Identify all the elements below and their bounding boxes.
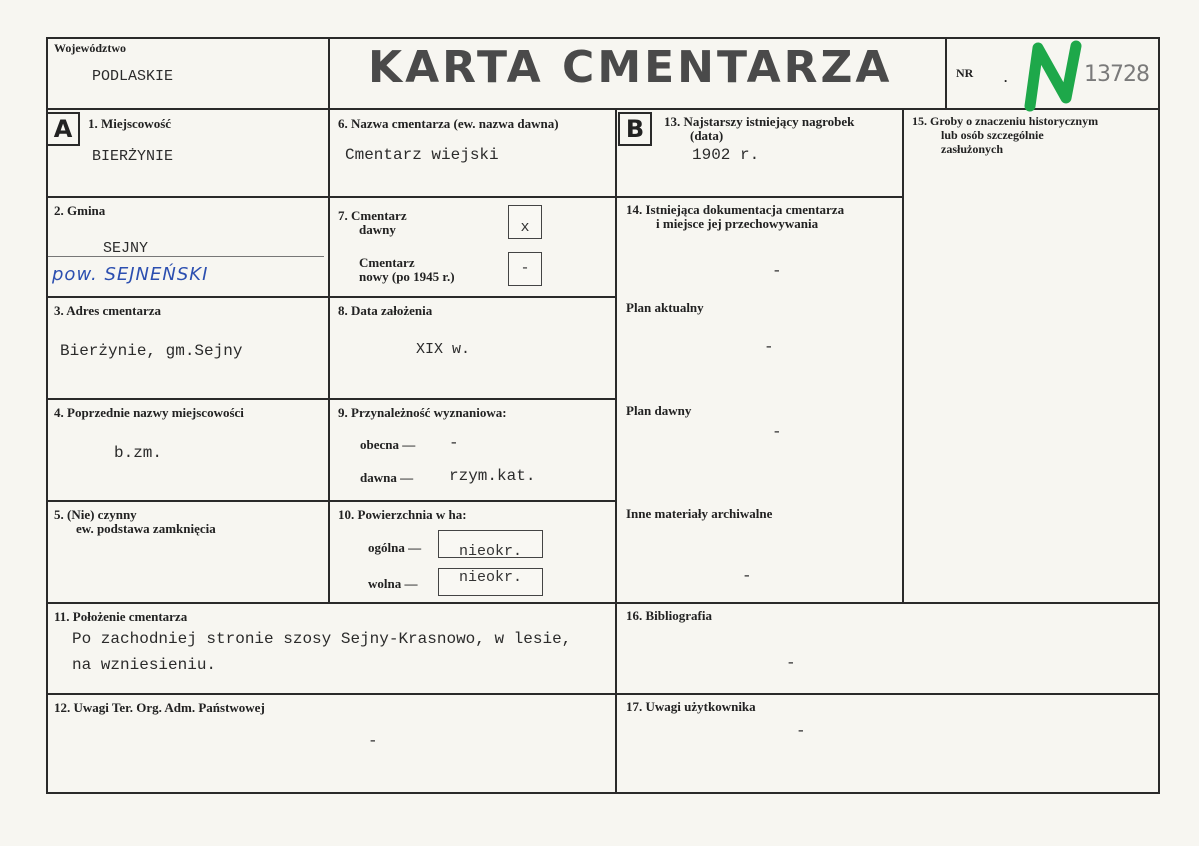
field-7-dawny-box: x — [508, 205, 542, 239]
header-v2 — [945, 37, 947, 109]
field-10-wolna-box: nieokr. — [438, 568, 543, 596]
row-full-6 — [46, 693, 1160, 695]
plan-aktualny-label: Plan aktualny — [626, 300, 704, 315]
col-divider-a — [328, 108, 330, 604]
field-16-value: - — [786, 654, 796, 672]
field-17-label: 17. Uwagi użytkownika — [626, 699, 756, 714]
row-right-1 — [615, 196, 904, 198]
field-2-label: 2. Gmina — [54, 203, 106, 218]
frame-right — [1158, 37, 1160, 794]
field-15-label-1: 15. Groby o znaczeniu historycznym — [912, 114, 1099, 128]
field-2-handwritten: pow. SEJNEŃSKI — [52, 264, 209, 285]
gmina-underline — [48, 256, 324, 257]
nr-dot: . — [1004, 70, 1008, 85]
field-13-label-1: 13. Najstarszy istniejący nagrobek — [664, 114, 855, 129]
field-5-label-2: ew. podstawa zamknięcia — [76, 521, 216, 536]
field-14-value: - — [772, 262, 782, 280]
wojewodztwo-value: PODLASKIE — [92, 68, 174, 85]
field-4-label: 4. Poprzednie nazwy miejscowości — [54, 405, 244, 420]
field-9-obecna-value: - — [449, 434, 459, 452]
wojewodztwo-label: Województwo — [54, 41, 126, 55]
col-divider-mid — [615, 108, 617, 794]
card-title: KARTA CMENTARZA — [368, 42, 893, 93]
field-7-nowy-2: nowy (po 1945 r.) — [359, 269, 455, 284]
field-7-nowy-box: - — [508, 252, 542, 286]
field-6-value: Cmentarz wiejski — [345, 146, 499, 164]
col-divider-b — [902, 108, 904, 604]
inne-materialy-label: Inne materiały archiwalne — [626, 506, 773, 521]
header-divider — [46, 108, 1160, 110]
frame-left — [46, 37, 48, 794]
field-15-label-3: zasłużonych — [941, 142, 1004, 156]
field-10-wolna-label: wolna — — [368, 576, 418, 591]
field-7-dawny-1: 7. Cmentarz — [338, 208, 407, 223]
plan-dawny-value: - — [772, 423, 782, 441]
field-9-dawna-value: rzym.kat. — [449, 467, 536, 485]
field-1-value: BIERŻYNIE — [92, 148, 174, 165]
field-14-label-1: 14. Istniejąca dokumentacja cmentarza — [626, 202, 845, 217]
field-10-ogolna-label: ogólna — — [368, 540, 422, 555]
field-10-label: 10. Powierzchnia w ha: — [338, 507, 467, 522]
field-2-value: SEJNY — [103, 240, 149, 257]
field-13-value: 1902 r. — [692, 146, 760, 164]
frame-top — [46, 37, 1160, 39]
field-3-label: 3. Adres cmentarza — [54, 303, 161, 318]
inne-materialy-value: - — [742, 567, 752, 585]
plan-dawny-label: Plan dawny — [626, 403, 692, 418]
row-left-3 — [46, 398, 616, 400]
field-9-label: 9. Przynależność wyznaniowa: — [338, 405, 507, 420]
row-left-1 — [46, 196, 616, 198]
field-10-ogolna-box: nieokr. — [438, 530, 543, 558]
field-16-label: 16. Bibliografia — [626, 608, 712, 623]
field-14-label-2: i miejsce jej przechowywania — [656, 216, 819, 231]
field-12-value: - — [368, 732, 378, 750]
field-8-label: 8. Data założenia — [338, 303, 433, 318]
field-4-value: b.zm. — [114, 444, 163, 462]
field-7-nowy-1: Cmentarz — [359, 255, 415, 270]
field-17-value: - — [796, 722, 806, 740]
field-6-label: 6. Nazwa cmentarza (ew. nazwa dawna) — [338, 116, 559, 131]
plan-aktualny-value: - — [764, 338, 774, 356]
field-13-label-2: (data) — [690, 128, 724, 143]
green-marker-letter — [1018, 40, 1092, 114]
row-left-2 — [46, 296, 616, 298]
row-left-4 — [46, 500, 616, 502]
row-full-5 — [46, 602, 1160, 604]
field-15-label-2: lub osób szczególnie — [941, 128, 1044, 142]
field-12-label: 12. Uwagi Ter. Org. Adm. Państwowej — [54, 700, 265, 715]
field-8-value: XIX w. — [416, 341, 471, 358]
section-a-box: A — [46, 112, 80, 146]
field-11-line-2: na wzniesieniu. — [72, 656, 217, 674]
field-11-label: 11. Położenie cmentarza — [54, 609, 188, 624]
nr-handwritten-number: 13728 — [1084, 62, 1149, 87]
field-11-line-1: Po zachodniej stronie szosy Sejny-Krasnowo, w lesie, — [72, 630, 572, 648]
header-v1 — [328, 37, 330, 109]
nr-label: NR — [956, 66, 974, 80]
section-b-box: B — [618, 112, 652, 146]
field-1-label: 1. Miejscowość — [88, 116, 172, 131]
frame-bottom — [46, 792, 1160, 794]
field-9-obecna-label: obecna — — [360, 437, 416, 452]
field-9-dawna-label: dawna — — [360, 470, 414, 485]
field-7-dawny-2: dawny — [359, 222, 396, 237]
field-3-value: Bierżynie, gm.Sejny — [60, 342, 243, 360]
field-5-label-1: 5. (Nie) czynny — [54, 507, 137, 522]
